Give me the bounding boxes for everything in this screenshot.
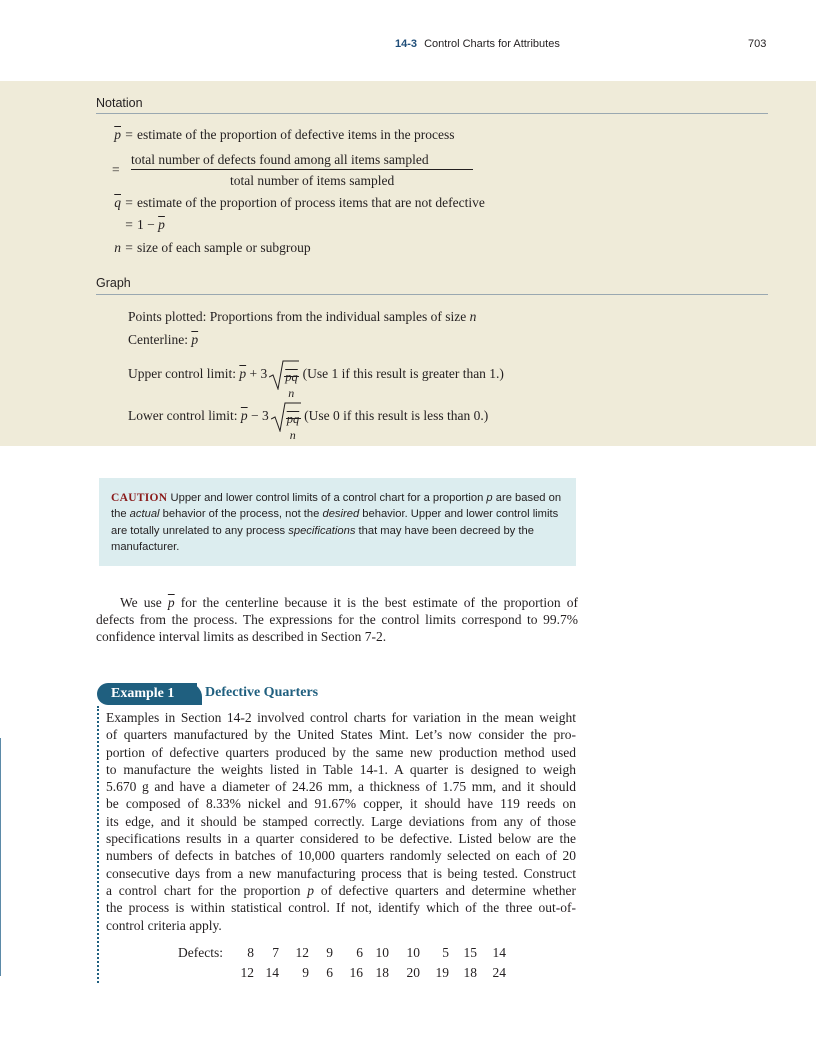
example-line: specifications results in a quarter considered to be defective. Listed below are the [106,831,576,847]
margin-rule [0,738,1,976]
lower-control-limit: Lower control limit: $\overline{p} - 3$ $\overline{pq}$ n (Use 0 if this result is less than 0.) [128,400,488,432]
qbar-alternate: = $1 - \overline{p}$ [125,217,165,232]
graph-heading: Graph [96,276,131,290]
defect-value: 10 [406,945,420,960]
example-line: numbers of defects in batches of 10,000 quarters randomly selected on each of 20 [106,848,576,864]
running-head [395,38,560,50]
equals-sign: = [125,127,133,142]
body-paragraph [96,594,578,645]
defect-value: 19 [435,965,449,980]
caution-label: CAUTION [111,492,168,504]
ucl-label: Upper control limit: [128,366,236,381]
section-title: Control Charts for Attributes [424,38,560,50]
sqrt-pq-over-n: $\overline{pq}$ n [269,360,299,390]
defect-value: 14 [492,945,506,960]
defect-value: 10 [375,945,389,960]
section-number: 14-3 [395,38,418,50]
example-line: be composed of 8.33% nickel and 91.67% copper, it should have 119 reeds on [106,796,576,812]
sqrt-pq-over-n: $\overline{pq}$ n [271,402,301,432]
defect-value: 16 [349,965,363,980]
fraction-equals: = [112,162,120,177]
defect-value: 24 [492,965,506,980]
defect-value: 15 [463,945,477,960]
defect-value: 12 [240,965,254,980]
example-line: consecutive days from a new manufacturing process that is being tested. Construct [106,865,576,881]
body-line: confidence interval limits as described in Section 7-2. [96,629,387,644]
centerline: Centerline: $\overline{p}$ [128,332,199,347]
defect-value: 6 [356,945,363,960]
defect-value: 6 [326,965,333,980]
defect-value: 5 [442,945,449,960]
caution-box [99,478,576,566]
n-def-text: size of each sample or subgroup [137,240,311,255]
defect-value: 9 [326,945,333,960]
fraction-bar [131,169,473,170]
notation-rule [96,113,768,114]
lcl-note: (Use 0 if this result is less than 0.) [304,408,489,423]
defect-value: 8 [247,945,254,960]
defect-value: 14 [265,965,279,980]
example-label: Example 1 [97,683,197,705]
body-line: defects from the process. The expressions for the control limits correspond to 99.7% [96,612,578,627]
one-minus: 1 − [137,217,155,232]
body-line: We use $\overline{p}$ for the centerline because it is the best estimate of the proportion of [120,595,579,610]
n-definition: n = size of each sample or subgroup [109,240,311,256]
example-title: Defective Quarters [205,685,319,700]
defect-value: 9 [302,965,309,980]
example-line: its edge, and it should be stamped correctly. Large deviations from any of those [106,813,576,829]
pbar-definition [109,127,455,143]
example-line: the process is within statistical control. If not, identify which of the three out-of- [106,900,576,916]
defects-label: Defects: [178,945,223,960]
example-body [106,709,576,934]
caution-text: CAUTION Upper and lower control limits of a control chart for a proportion p are based on the actual behavior of the process, not the desired behavior. Upper and lower control limits are totally unrelated to any process specifications that may have been decreed by the manufacturer. [111,492,562,554]
example-line: a control chart for the proportion p of defective quarters and determine whether [106,882,577,898]
lcl-label: Lower control limit: [128,408,238,423]
upper-control-limit: Upper control limit: $\overline{p} + 3$ $\overline{pq}$ n (Use 1 if this result is greater than 1.) [128,358,504,390]
defect-value: 7 [272,945,279,960]
qbar-def-text: estimate of the proportion of process items that are not defective [137,195,485,210]
example-line: 5.670 g and have a diameter of 24.26 mm, a thickness of 1.75 mm, and it should [106,779,576,795]
fraction-denominator: total number of items sampled [230,173,395,188]
example-line: control criteria apply. [106,917,222,933]
ucl-note: (Use 1 if this result is greater than 1.) [302,366,504,381]
defect-value: 20 [406,965,420,980]
qbar-symbol: $\overline{q}$ [114,195,121,210]
defect-value: 12 [295,945,309,960]
notation-heading: Notation [96,96,143,110]
example-line: portion of defective quarters produced by the same new production method used [106,744,576,760]
example-line: Examples in Section 14-2 involved control charts for variation in the mean weight [106,710,576,725]
n-symbol: n [114,240,121,255]
example-dotted-rule [97,706,99,983]
defect-value: 18 [463,965,477,980]
pbar-def-text: estimate of the proportion of defective items in the process [137,127,455,142]
fraction-numerator: total number of defects found among all items sampled [131,152,429,167]
page-number: 703 [748,38,767,50]
pbar-symbol: $\overline{p}$ [114,127,121,142]
graph-rule [96,294,768,295]
example-line: to manufacture the weights listed in Table 14-1. A quarter is designed to weigh [106,761,576,777]
qbar-definition: $\overline{q}$ = estimate of the proportion of process items that are not defective [109,195,485,211]
defect-value: 18 [375,965,389,980]
points-plotted: Points plotted: Proportions from the individual samples of size n [128,309,477,324]
example-line: of quarters manufactured by the United States Mint. Let’s now consider the pro- [106,727,576,743]
